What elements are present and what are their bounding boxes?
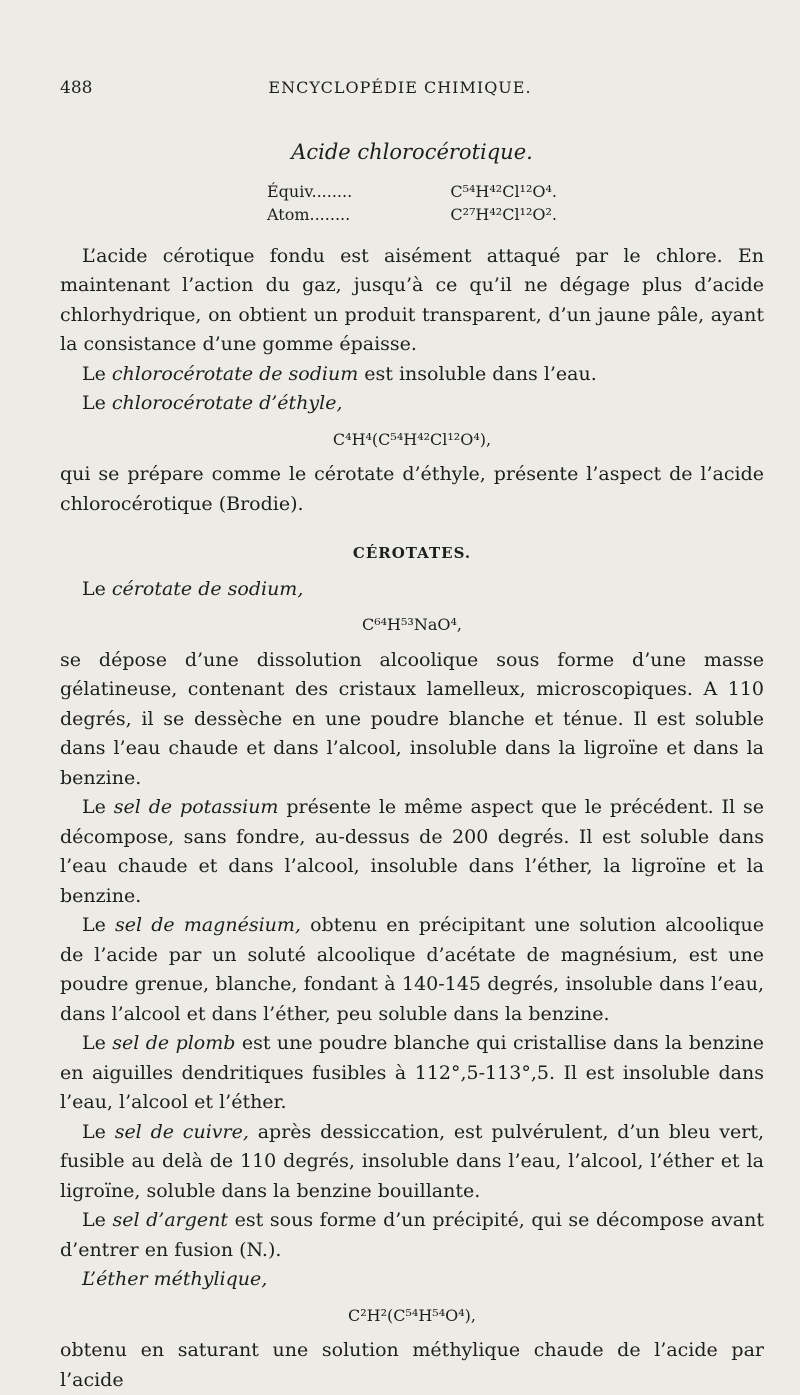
section-heading: CÉROTATES. — [352, 544, 472, 562]
term: sel de cuivre, — [114, 1120, 249, 1143]
paragraph: Le cérotate de sodium, — [82, 577, 304, 600]
page-number: 488 — [60, 78, 93, 98]
paragraph — [60, 1265, 764, 1295]
atom-formula: C²⁷H⁴²Cl¹²O². — [450, 204, 557, 224]
term: L’éther méthylique, — [82, 1268, 268, 1290]
formula: C²H²(C⁵⁴H⁵⁴O⁴), — [348, 1305, 476, 1325]
running-title: ENCYCLOPÉDIE CHIMIQUE. — [268, 78, 532, 97]
formula-table — [267, 180, 557, 226]
paragraph: se dépose d’une dissolution alcoolique sous forme d’une masse gélatineuse, contenant des cristaux lamelleux, microscopiques. A 110 degrés, il se dessèche en une poudre blanche et ténue. Il est soluble dans l’eau chaude et dans l’alcool, insoluble dans la ligroïne et dans la benzine. — [60, 648, 764, 789]
term: cérotate de sodium, — [111, 577, 304, 600]
paragraph: L’acide cérotique fondu est aisément attaqué par le chlore. En maintenant l’action du gaz, jusqu’à ce qu’il ne dégage plus d’acide chlorhydrique, on obtient un produit transparent, d’un jaune pâle, ayant la consistance d’une gomme épaisse. — [60, 244, 764, 355]
term: sel de magnésium, — [115, 914, 301, 936]
paragraph: Le sel de magnésium, obtenu en précipitant une solution alcoolique de l’acide par un soluté alcoolique d’acétate de magnésium, est une poudre grenue, blanche, fondant à 140-145 degrés, insoluble dans l’eau, dans l’alcool et dans l’éther, peu soluble dans la benzine. — [60, 914, 764, 1025]
term: chlorocérotate de sodium — [111, 362, 359, 385]
term: chlorocérotate d’éthyle, — [111, 392, 343, 414]
formula: C⁶⁴H⁵³NaO⁴, — [361, 615, 462, 634]
paragraph: qui se prépare comme le cérotate d’éthyle, présente l’aspect de l’acide chlorocérotique (Brodie). — [60, 463, 764, 515]
equiv-row — [267, 180, 557, 203]
paragraph: Le chlorocérotate de sodium est insoluble dans l’eau. — [82, 362, 597, 385]
section-title: Acide chlorocérotique. — [291, 140, 533, 164]
body-text — [60, 138, 764, 1395]
atom-label: Atom........ — [267, 204, 351, 224]
atom-row — [267, 203, 557, 226]
paragraph: Le sel de plomb est une poudre blanche qui cristallise dans la benzine en aiguilles dendritiques fusibles à 112°,5-113°,5. Il est insoluble dans l’eau, l’alcool et l’éther. — [60, 1032, 765, 1113]
term: sel de plomb — [112, 1032, 236, 1054]
paragraph: Le sel d’argent est sous forme d’un précipité, qui se décompose avant d’entrer en fusion (N.). — [60, 1209, 764, 1261]
equiv-formula: C⁵⁴H⁴²Cl¹²O⁴. — [450, 181, 557, 201]
paragraph: Le chlorocérotate d’éthyle, — [82, 392, 343, 414]
paragraph: Le sel de cuivre, après dessiccation, est pulvérulent, d’un bleu vert, fusible au delà de 110 degrés, insoluble dans l’eau, l’alcool, l’éther et la ligroïne, soluble dans la benzine bouillante. — [60, 1120, 764, 1202]
term: sel d’argent — [112, 1209, 229, 1231]
term: sel de potassium — [113, 796, 279, 818]
page-header — [60, 78, 740, 104]
paragraph: obtenu en saturant une solution méthylique chaude de l’acide par l’acide — [60, 1339, 764, 1391]
paragraph: Le sel de potassium présente le même aspect que le précédent. Il se décompose, sans fondre, au-dessus de 200 degrés. Il est soluble dans l’eau chaude et dans l’alcool, insoluble dans l’éther, la ligroïne et la benzine. — [60, 796, 765, 907]
formula: C⁴H⁴(C⁵⁴H⁴²Cl¹²O⁴), — [332, 429, 492, 449]
equiv-label: Équiv........ — [267, 181, 353, 201]
